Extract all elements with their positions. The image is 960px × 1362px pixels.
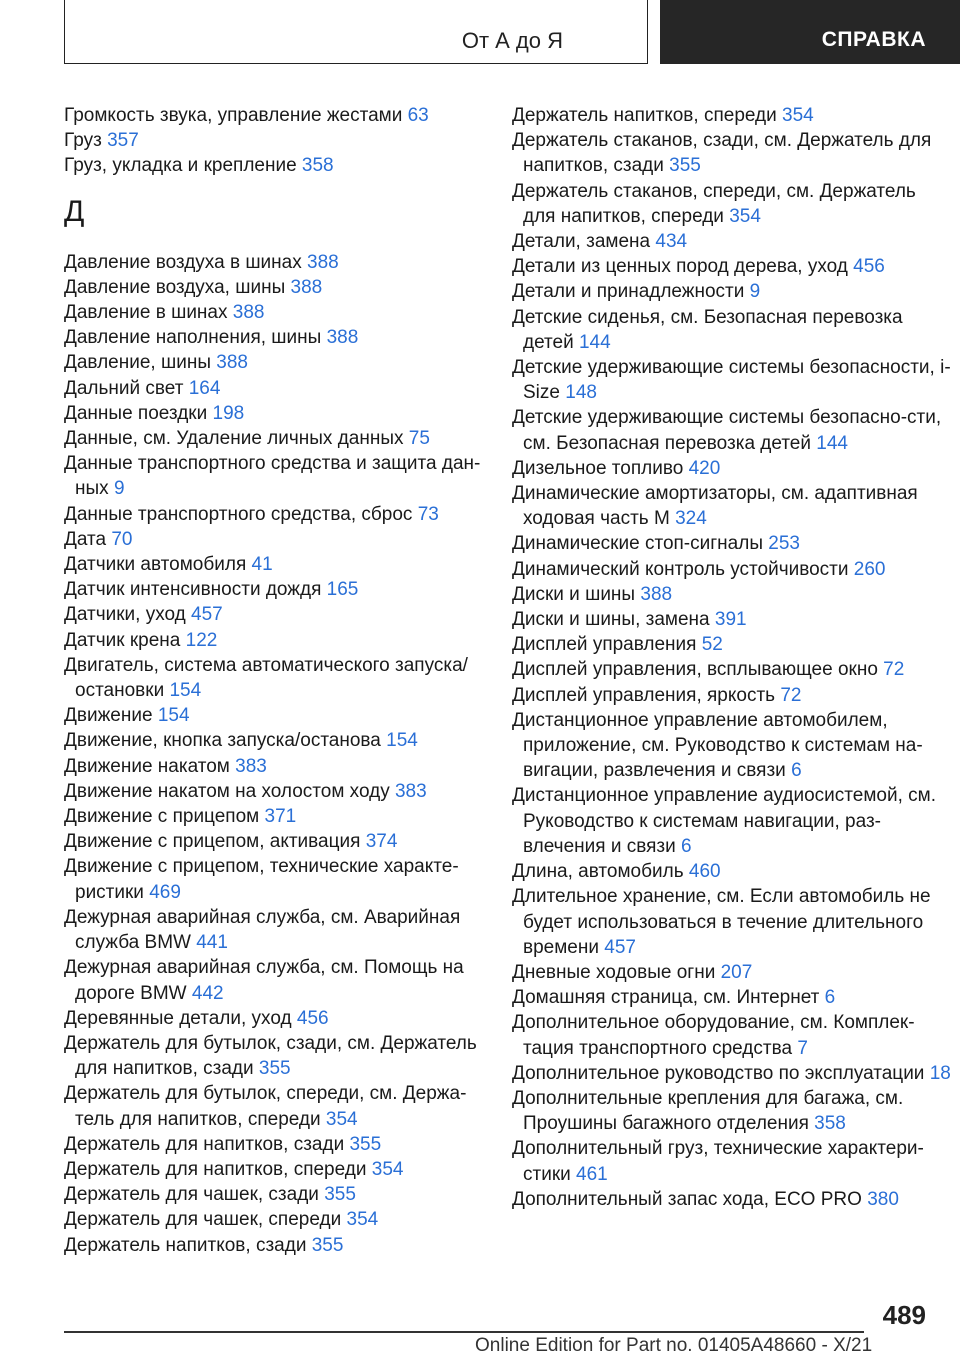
index-entry — [512, 632, 952, 657]
index-entry-page-link[interactable]: 388 — [640, 583, 673, 605]
index-entry — [64, 1006, 484, 1031]
index-entry — [512, 683, 952, 708]
index-entry-page-link[interactable]: 383 — [235, 755, 267, 777]
index-entry-page-link[interactable]: 72 — [883, 659, 905, 681]
index-entry — [64, 1132, 484, 1157]
index-entry — [64, 250, 484, 275]
index-entry-text: Давление воздуха в шинах — [64, 251, 302, 273]
index-entry-page-link[interactable]: 383 — [394, 780, 427, 802]
index-entry-page-link[interactable]: 63 — [407, 105, 429, 126]
index-entry-text: Громкость звука, управление жестами — [64, 105, 403, 126]
index-entry-page-link[interactable]: 354 — [729, 205, 761, 227]
index-entry — [512, 859, 952, 884]
index-entry — [512, 1086, 952, 1136]
index-entry-text: Диски и шины — [512, 583, 636, 605]
index-entry-text: Держатель напитков, сзади — [64, 1234, 307, 1256]
index-entry-page-link[interactable]: 457 — [604, 936, 636, 958]
index-entry-page-link[interactable]: 461 — [576, 1163, 608, 1185]
index-entry-text: Датчик интенсивности дождя — [64, 579, 322, 601]
index-entry — [64, 451, 484, 501]
index-entry — [512, 103, 952, 128]
index-entry-text: Датчики, уход — [64, 604, 186, 626]
index-entry — [64, 653, 484, 703]
index-entry — [64, 527, 484, 552]
index-entry-text: Движение с прицепом, активация — [64, 831, 361, 853]
index-entry — [512, 1187, 952, 1212]
index-letter-heading: Д — [64, 194, 85, 228]
index-entry-page-link[interactable]: 441 — [196, 932, 228, 954]
index-entry-text: Груз, укладка и крепление — [64, 155, 297, 177]
index-entry — [512, 456, 952, 481]
index-entry-page-link[interactable]: 355 — [324, 1184, 356, 1206]
index-entry — [512, 708, 952, 784]
index-entry — [64, 1157, 484, 1182]
index-entry-text: Детали, замена — [512, 231, 651, 253]
index-entry-page-link[interactable]: 354 — [782, 105, 814, 126]
index-entry-text: Деревянные детали, уход — [64, 1007, 292, 1029]
index-entry-page-link[interactable]: 122 — [185, 629, 218, 651]
index-entry-text: Длина, автомобиль — [512, 861, 684, 883]
index-entry-page-link[interactable]: 70 — [111, 528, 133, 550]
index-entry-page-link[interactable]: 154 — [169, 680, 202, 702]
index-entry-text: Движение с прицепом — [64, 806, 260, 828]
index-entry-page-link[interactable]: 6 — [791, 760, 802, 782]
index-entry-page-link[interactable]: 260 — [853, 558, 886, 580]
index-entry — [64, 1207, 484, 1232]
index-entry-page-link[interactable]: 442 — [191, 982, 224, 1004]
index-entry-text: Данные, см. Удаление личных данных — [64, 428, 404, 450]
index-entry-page-link[interactable]: 434 — [655, 231, 688, 253]
index-entry-page-link[interactable]: 72 — [780, 684, 802, 706]
index-entry-text: Держатель для напитков, спереди — [64, 1158, 367, 1180]
index-entry-page-link[interactable]: 358 — [301, 155, 334, 177]
index-entry-text: Динамические амортизаторы, см. адаптивная ходовая часть M — [512, 483, 918, 530]
index-entry — [512, 884, 952, 960]
index-entry-page-link[interactable]: 388 — [232, 302, 265, 324]
index-entry-page-link[interactable]: 371 — [264, 806, 297, 828]
index-entry-text: Давление в шинах — [64, 302, 228, 324]
index-entry — [512, 783, 952, 859]
index-entry — [512, 582, 952, 607]
index-entry-page-link[interactable]: 388 — [307, 251, 339, 273]
index-entry-page-link[interactable]: 355 — [669, 155, 701, 177]
index-entry-text: Движение накатом — [64, 755, 230, 777]
index-entry-text: Груз — [64, 130, 102, 152]
index-entry-page-link[interactable]: 18 — [929, 1062, 951, 1084]
index-entry — [64, 103, 484, 128]
index-entry — [64, 577, 484, 602]
index-entry-text: Детские удерживающие системы безопасно-сти, см. Безопасная перевозка детей — [512, 407, 942, 454]
index-entry-page-link[interactable]: 420 — [688, 457, 721, 479]
index-entry — [64, 628, 484, 653]
index-entry-text: Детские сиденья, см. Безопасная перевозка детей — [512, 306, 903, 353]
index-entry-text: Датчик крена — [64, 629, 181, 651]
index-entry — [64, 779, 484, 804]
index-entry-page-link[interactable]: 7 — [797, 1037, 808, 1059]
index-entry-page-link[interactable]: 253 — [768, 533, 800, 555]
index-entry — [512, 531, 952, 556]
index-entry-page-link[interactable]: 75 — [408, 428, 430, 450]
index-entry — [512, 254, 952, 279]
index-entry-page-link[interactable]: 144 — [816, 432, 848, 454]
index-entry-page-link[interactable]: 388 — [326, 327, 359, 349]
index-entry-page-link[interactable]: 354 — [371, 1158, 404, 1180]
index-entry — [64, 804, 484, 829]
index-entry-page-link[interactable]: 154 — [386, 730, 418, 752]
index-entry — [64, 350, 484, 375]
index-entry — [512, 405, 952, 455]
index-entry-page-link[interactable]: 354 — [325, 1108, 358, 1130]
index-entry-page-link[interactable]: 9 — [113, 478, 125, 500]
index-entry-page-link[interactable]: 456 — [296, 1007, 329, 1029]
index-entry — [64, 153, 484, 178]
index-entry — [512, 1061, 952, 1086]
index-entry-text: Дополнительный груз, технические характери-стики — [512, 1138, 924, 1185]
index-entry-text: Домашняя страница, см. Интернет — [512, 987, 820, 1009]
header-section-title: От А до Я — [461, 28, 563, 53]
index-entry-text: Дистанционное управление аудиосистемой, см. Руководство к системам навигации, раз-влечения и связи — [512, 785, 936, 857]
index-entry — [64, 502, 484, 527]
index-entry-text: Дежурная аварийная служба, см. Аварийная служба BMW — [64, 906, 461, 954]
index-entry-text: Динамический контроль устойчивости — [512, 558, 849, 580]
index-entry-page-link[interactable]: 460 — [688, 861, 721, 883]
index-entry-page-link[interactable]: 207 — [720, 961, 753, 983]
index-entry-text: Держатель для чашек, сзади — [64, 1184, 319, 1206]
index-entry-page-link[interactable]: 355 — [311, 1234, 344, 1256]
index-entry-text: Дополнительное оборудование, см. Комплек-тация транспортного средства — [512, 1012, 915, 1059]
index-entry — [64, 1182, 484, 1207]
index-entry-page-link[interactable]: 73 — [417, 503, 439, 525]
index-entry — [512, 481, 952, 531]
index-entry — [64, 754, 484, 779]
index-entry-page-link[interactable]: 388 — [216, 352, 248, 374]
header-section-box — [64, 0, 648, 64]
index-entry-page-link[interactable]: 6 — [681, 835, 692, 857]
index-entry — [512, 279, 952, 304]
index-entry — [512, 557, 952, 582]
index-entry-page-link[interactable]: 469 — [149, 881, 181, 903]
index-entry-page-link[interactable]: 52 — [701, 634, 723, 656]
index-entry — [512, 960, 952, 985]
index-entry-text: Дополнительный запас хода, ECO PRO — [512, 1188, 862, 1210]
index-entry-text: Детали из ценных пород дерева, уход — [512, 256, 848, 278]
index-entry-page-link[interactable]: 380 — [867, 1188, 899, 1210]
index-entry-text: Держатель стаканов, сзади, см. Держатель для напитков, сзади — [512, 130, 932, 177]
index-entry-text: Давление воздуха, шины — [64, 276, 286, 298]
index-entry-text: Дополнительные крепления для багажа, см. Проушины багажного отделения — [512, 1087, 904, 1135]
index-entry — [64, 854, 484, 904]
index-column-left — [64, 103, 484, 1258]
index-entry-page-link[interactable]: 355 — [349, 1133, 382, 1155]
index-entry-text: Детали и принадлежности — [512, 281, 745, 303]
index-entry-text: Детские удерживающие системы безопасности, i-Size — [512, 357, 951, 404]
index-entry-page-link[interactable]: 457 — [191, 604, 223, 626]
index-entry-text: Диски и шины, замена — [512, 609, 710, 631]
index-entry-page-link[interactable]: 9 — [749, 281, 761, 303]
index-entry — [64, 703, 484, 728]
index-entry-text: Держатель для бутылок, сзади, см. Держатель для напитков, сзади — [64, 1032, 477, 1080]
index-entry — [64, 905, 484, 955]
index-entry-text: Динамические стоп-сигналы — [512, 533, 763, 555]
index-entry — [512, 607, 952, 632]
index-entry-page-link[interactable]: 198 — [212, 402, 245, 424]
index-entry-text: Двигатель, система автоматического запуска/ остановки — [64, 654, 468, 702]
index-entry-page-link[interactable]: 164 — [188, 377, 221, 399]
index-entry — [64, 426, 484, 451]
index-entry-text: Дежурная аварийная служба, см. Помощь на дороге BMW — [64, 957, 464, 1004]
index-entry — [512, 305, 952, 355]
index-entry-text: Движение — [64, 705, 153, 727]
index-entry — [64, 275, 484, 300]
index-entry — [64, 728, 484, 753]
index-entry — [64, 325, 484, 350]
index-entry-page-link[interactable]: 154 — [157, 705, 190, 727]
index-entry-text: Давление, шины — [64, 352, 211, 374]
index-entry-page-link[interactable]: 456 — [853, 256, 885, 278]
index-entry-text: Держатель для напитков, сзади — [64, 1133, 345, 1155]
index-entry-text: Держатель для бутылок, спереди, см. Держа-тель для напитков, спереди — [64, 1083, 467, 1130]
index-entry-text: Дисплей управления — [512, 634, 697, 656]
index-entry-text: Давление наполнения, шины — [64, 327, 322, 349]
index-entry — [64, 300, 484, 325]
index-entry — [64, 1031, 484, 1081]
index-entry — [512, 229, 952, 254]
page-number: 489 — [882, 1300, 926, 1330]
index-entry-text: Дата — [64, 528, 107, 550]
index-entry — [64, 401, 484, 426]
index-entry — [64, 552, 484, 577]
index-entry-page-link[interactable]: 354 — [346, 1209, 379, 1231]
index-entry-page-link[interactable]: 324 — [675, 508, 707, 530]
index-entry-page-link[interactable]: 144 — [578, 331, 611, 353]
index-entry-text: Дисплей управления, яркость — [512, 684, 776, 706]
index-entry — [512, 1136, 952, 1186]
index-entry-text: Держатель напитков, спереди — [512, 105, 777, 126]
index-entry — [64, 1233, 484, 1258]
index-entry — [512, 179, 952, 229]
index-entry-page-link[interactable]: 358 — [814, 1113, 846, 1135]
index-entry-text: Дневные ходовые огни — [512, 961, 716, 983]
index-entry-text: Дизельное топливо — [512, 457, 684, 479]
index-entry-page-link[interactable]: 355 — [258, 1058, 291, 1080]
index-entry-text: Дисплей управления, всплывающее окно — [512, 659, 878, 681]
index-entry-text: Дистанционное управление автомобилем, приложение, см. Руководство к системам на-вигации, развлечения и связи — [512, 709, 923, 782]
index-entry-page-link[interactable]: 6 — [824, 987, 836, 1009]
index-entry-text: Данные транспортного средства и защита дан-ных — [64, 453, 481, 500]
index-entry-text: Движение накатом на холостом ходу — [64, 780, 390, 802]
index-entry-text: Дальний свет — [64, 377, 184, 399]
index-entry-text: Данные поездки — [64, 402, 208, 424]
index-entry — [64, 376, 484, 401]
index-entry — [512, 657, 952, 682]
index-entry — [64, 602, 484, 627]
index-entry — [512, 128, 952, 178]
index-entry-page-link[interactable]: 357 — [107, 130, 139, 152]
index-entry-page-link[interactable]: 391 — [714, 609, 747, 631]
index-entry — [512, 1010, 952, 1060]
index-entry — [64, 829, 484, 854]
header-chapter-tab: СПРАВКА — [660, 0, 960, 64]
index-entry-page-link[interactable]: 41 — [251, 554, 273, 576]
index-entry-text: Данные транспортного средства, сброс — [64, 503, 413, 525]
index-entry — [64, 128, 484, 153]
index-entry-page-link[interactable]: 148 — [565, 382, 597, 404]
index-entry — [512, 985, 952, 1010]
index-entry — [512, 355, 952, 405]
index-entry — [64, 1081, 484, 1131]
footer-edition-text: Online Edition for Part no. 01405A48660 - X/21 — [475, 1335, 873, 1356]
index-entry — [64, 955, 484, 1005]
index-entry-page-link[interactable]: 388 — [290, 276, 323, 298]
index-entry-page-link[interactable]: 374 — [365, 831, 398, 853]
index-entry-text: Движение с прицепом, технические характе-ристики — [64, 856, 459, 903]
index-entry-text: Держатель стаканов, спереди, см. Держатель для напитков, спереди — [512, 180, 916, 227]
index-entry-page-link[interactable]: 165 — [326, 579, 359, 601]
index-column-right — [512, 103, 952, 1212]
footer-divider — [64, 1331, 864, 1333]
index-entry-text: Держатель для чашек, спереди — [64, 1209, 342, 1231]
index-entry-text: Датчики автомобиля — [64, 554, 247, 576]
index-entry-text: Дополнительное руководство по эксплуатации — [512, 1062, 925, 1084]
index-entry-text: Движение, кнопка запуска/останова — [64, 730, 381, 752]
index-entry-text: Длительное хранение, см. Если автомобиль не будет использоваться в течение длительного времени — [512, 886, 931, 958]
